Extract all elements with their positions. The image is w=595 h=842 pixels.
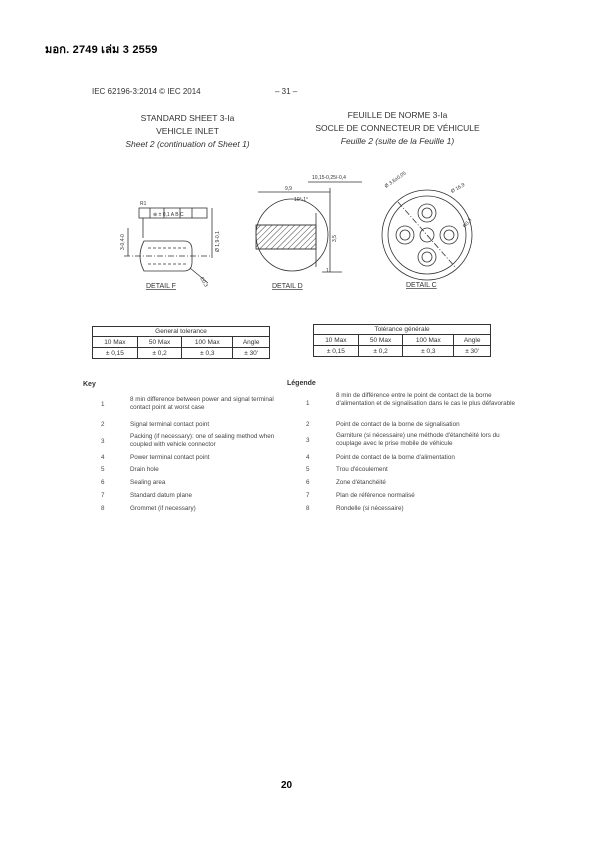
- tolerance-value: ± 0,2: [137, 348, 182, 359]
- key-number: 2: [101, 421, 105, 428]
- title-fr-sheet: FEUILLE DE NORME 3-Ia: [347, 110, 448, 120]
- thai-standard-header: มอก. 2749 เล่ม 3 2559: [45, 44, 158, 56]
- tolerance-value: ± 0,3: [403, 346, 454, 357]
- tolerance-header: 10 Max: [314, 335, 359, 346]
- title-en-subtitle: Sheet 2 (continuation of Sheet 1): [125, 139, 250, 149]
- detail-d-label: DETAIL D: [272, 283, 303, 290]
- key-number: 1: [306, 400, 310, 407]
- key-number: 6: [101, 479, 105, 486]
- key-item-en: Sealing area: [130, 479, 166, 486]
- key-item-fr: Trou d'écoulement: [336, 466, 388, 473]
- tolerance-header: 10 Max: [93, 337, 138, 348]
- dim-f-c: C0,3: [198, 276, 209, 289]
- dim-f-phi: Ø 1,9-0,1: [215, 231, 221, 252]
- dim-d-1: 1: [326, 268, 329, 274]
- key-title-en: Key: [83, 381, 96, 388]
- page-number: 20: [281, 780, 293, 791]
- tolerance-value: ± 0,15: [314, 346, 359, 357]
- dim-c-r: R0,3: [461, 217, 474, 230]
- detail-c-drawing: [382, 190, 472, 280]
- dim-f-tol: ⊕ ± 0,1 A B C: [153, 212, 184, 218]
- key-item-fr: 8 min de différence entre le point de contact de la borne d'alimentation et de signalisation dans le cas le plus défavorable: [336, 392, 516, 407]
- key-item-fr: Point de contact de la borne d'alimentation: [336, 454, 455, 461]
- dim-d-top: 10,15-0,25/-0,4: [312, 175, 346, 181]
- title-en-sheet: STANDARD SHEET 3-Ia: [140, 113, 235, 123]
- tolerance-header: 100 Max: [403, 335, 454, 346]
- general-tolerance-table-fr: [313, 324, 491, 357]
- key-number: 8: [101, 505, 105, 512]
- key-number: 6: [306, 479, 310, 486]
- key-item-en: Grommet (if necessary): [130, 505, 196, 512]
- iec-reference: IEC 62196-3:2014 © IEC 2014: [92, 87, 201, 96]
- dim-c-16: Ø 16,9: [450, 182, 467, 195]
- detail-c-label: DETAIL C: [406, 282, 437, 289]
- tolerance-title: Tolérance générale: [314, 325, 491, 335]
- tolerance-header: 50 Max: [358, 335, 403, 346]
- key-item-en: Drain hole: [130, 466, 159, 473]
- tolerance-value: ± 0,3: [182, 348, 233, 359]
- key-number: 5: [306, 466, 310, 473]
- key-number: 2: [306, 421, 310, 428]
- title-en-name: VEHICLE INLET: [156, 126, 219, 136]
- tolerance-value: ± 0,2: [358, 346, 403, 357]
- key-number: 3: [101, 438, 105, 445]
- key-item-en: Signal terminal contact point: [130, 421, 210, 428]
- key-item-fr: Point de contact de la borne de signalisation: [336, 421, 460, 428]
- title-fr-subtitle: Feuille 2 (suite de la Feuille 1): [340, 136, 455, 146]
- tolerance-header: Angle: [233, 337, 270, 348]
- key-number: 7: [306, 492, 310, 499]
- key-item-en: 8 min difference between power and signal terminal contact point at worst case: [130, 396, 274, 411]
- dim-f-len: 3-0,4-0: [120, 234, 126, 250]
- dim-f-r: R1: [140, 201, 147, 207]
- tolerance-title: General tolerance: [93, 327, 270, 337]
- dim-d-99: 9,9: [285, 186, 292, 192]
- key-number: 3: [306, 437, 310, 444]
- key-number: 7: [101, 492, 105, 499]
- detail-f-drawing: [124, 208, 212, 283]
- tolerance-header: Angle: [454, 335, 491, 346]
- key-item-fr: Plan de référence normalisé: [336, 492, 415, 499]
- iec-page-label: – 31 –: [275, 87, 298, 96]
- title-fr-name: SOCLE DE CONNECTEUR DE VÉHICULE: [315, 123, 480, 133]
- key-title-fr: Légende: [287, 380, 316, 387]
- key-item-fr: Garniture (si nécessaire) une méthode d'étanchéité lors du couplage avec le prise mobile de véhicule: [336, 432, 500, 447]
- dim-d-10: 10°-1°: [294, 197, 309, 203]
- dim-c-dia: Ø 3,6±0,05: [383, 170, 408, 190]
- key-item-fr: Zone d'étanchéité: [336, 479, 386, 486]
- key-number: 1: [101, 401, 105, 408]
- tolerance-value: ± 30': [454, 346, 491, 357]
- technical-drawing: [80, 168, 520, 293]
- tolerance-value: ± 0,15: [93, 348, 138, 359]
- key-item-en: Power terminal contact point: [130, 454, 210, 461]
- key-number: 4: [101, 454, 105, 461]
- key-number: 5: [101, 466, 105, 473]
- key-number: 8: [306, 505, 310, 512]
- key-item-en: Packing (if necessary): one of sealing method when coupled with vehicle connector: [130, 433, 275, 448]
- detail-d-drawing: [256, 182, 362, 272]
- tolerance-value: ± 30': [233, 348, 270, 359]
- key-item-en: Standard datum plane: [130, 492, 192, 499]
- key-item-fr: Rondelle (si nécessaire): [336, 505, 404, 512]
- general-tolerance-table-en: [92, 326, 270, 359]
- detail-f-label: DETAIL F: [146, 283, 176, 290]
- dim-d-35: 3,5: [332, 235, 338, 242]
- tolerance-header: 50 Max: [137, 337, 182, 348]
- tolerance-header: 100 Max: [182, 337, 233, 348]
- key-number: 4: [306, 454, 310, 461]
